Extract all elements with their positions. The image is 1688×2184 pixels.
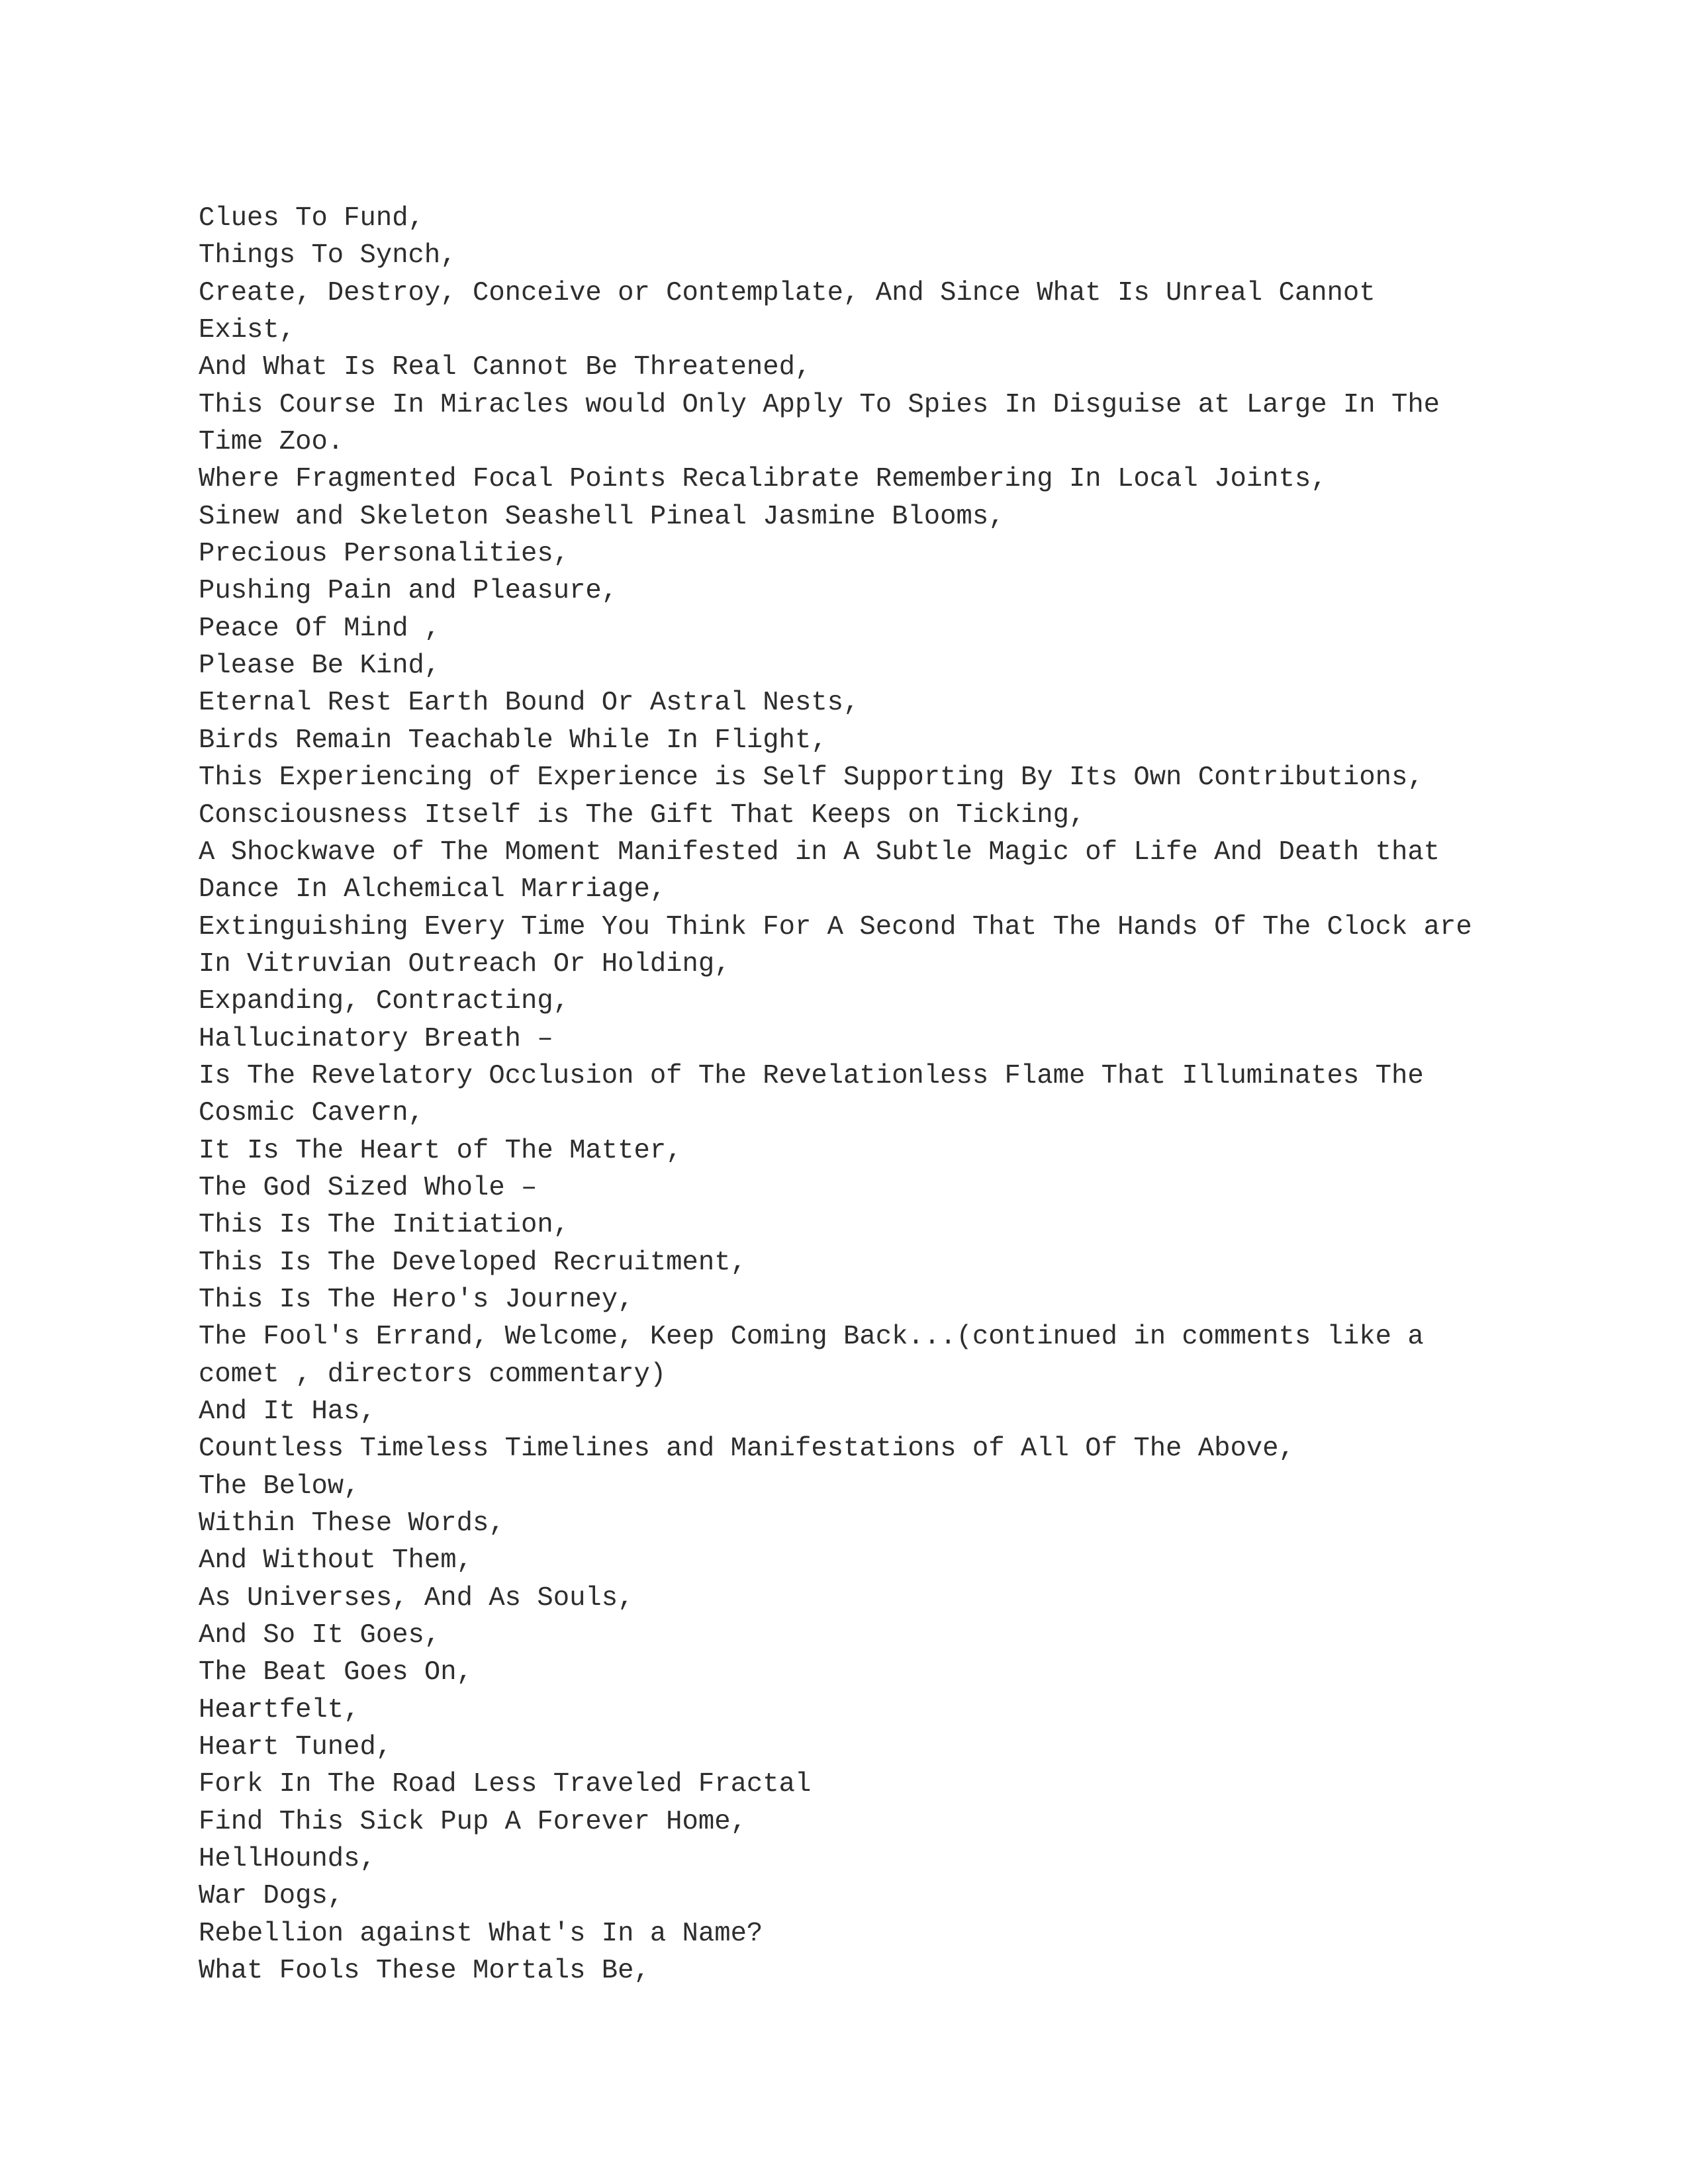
text-line: Fork In The Road Less Traveled Fractal <box>199 1769 812 1800</box>
text-line: Pushing Pain and Pleasure, <box>199 576 618 607</box>
text-line: Heart Tuned, <box>199 1732 393 1763</box>
text-line: Within These Words, <box>199 1508 505 1539</box>
text-line: This Is The Hero's Journey, <box>199 1284 634 1315</box>
text-line: Countless Timeless Timelines and Manifestations of All Of The Above, <box>199 1433 1295 1465</box>
text-line: Things To Synch, <box>199 240 457 271</box>
text-line: As Universes, And As Souls, <box>199 1582 634 1614</box>
text-line: In Vitruvian Outreach Or Holding, <box>199 948 731 979</box>
text-line: War Dogs, <box>199 1881 344 1912</box>
text-line: Cosmic Cavern, <box>199 1098 424 1129</box>
text-line: Exist, <box>199 315 296 346</box>
text-line: Sinew and Skeleton Seashell Pineal Jasmine Blooms, <box>199 501 1005 532</box>
text-line: Birds Remain Teachable While In Flight, <box>199 725 827 756</box>
text-line: And So It Goes, <box>199 1620 441 1651</box>
text-line: And It Has, <box>199 1396 376 1427</box>
text-line: Is The Revelatory Occlusion of The Revelationless Flame That Illuminates The <box>199 1060 1424 1091</box>
text-line: Create, Destroy, Conceive or Contemplate, And Since What Is Unreal Cannot <box>199 277 1376 308</box>
text-line: Where Fragmented Focal Points Recalibrate Remembering In Local Joints, <box>199 464 1327 495</box>
text-line: Precious Personalities, <box>199 539 570 570</box>
text-line: Clues To Fund, <box>199 203 424 234</box>
text-line: The Beat Goes On, <box>199 1657 473 1688</box>
text-line: Please Be Kind, <box>199 651 441 682</box>
text-line: Extinguishing Every Time You Think For A Second That The Hands Of The Clock are <box>199 911 1472 942</box>
text-line: And What Is Real Cannot Be Threatened, <box>199 352 812 383</box>
text-line: This Experiencing of Experience is Self Supporting By Its Own Contributions, <box>199 762 1424 794</box>
text-line: Dance In Alchemical Marriage, <box>199 874 667 905</box>
text-line: The God Sized Whole – <box>199 1172 538 1203</box>
text-line: Time Zoo. <box>199 427 344 458</box>
text-line: Hallucinatory Breath – <box>199 1023 553 1054</box>
text-line: What Fools These Mortals Be, <box>199 1956 650 1987</box>
text-line: HellHounds, <box>199 1844 376 1875</box>
text-line: Heartfelt, <box>199 1694 360 1725</box>
text-line: Consciousness Itself is The Gift That Keeps on Ticking, <box>199 799 1086 831</box>
text-line: comet , directors commentary) <box>199 1359 667 1390</box>
text-line: This Is The Developed Recruitment, <box>199 1247 747 1278</box>
document-text-body <box>199 200 1491 1990</box>
text-line: Expanding, Contracting, <box>199 986 570 1017</box>
text-line: This Is The Initiation, <box>199 1210 570 1241</box>
text-line: The Below, <box>199 1471 360 1502</box>
text-line: Find This Sick Pup A Forever Home, <box>199 1806 747 1837</box>
text-line: Eternal Rest Earth Bound Or Astral Nests, <box>199 688 860 719</box>
text-line: The Fool's Errand, Welcome, Keep Coming Back...(continued in comments like a <box>199 1322 1424 1353</box>
text-line: Peace Of Mind , <box>199 613 441 644</box>
text-line: It Is The Heart of The Matter, <box>199 1135 682 1166</box>
text-line: Rebellion against What's In a Name? <box>199 1918 763 1949</box>
text-line: And Without Them, <box>199 1545 473 1576</box>
text-line: This Course In Miracles would Only Apply To Spies In Disguise at Large In The <box>199 389 1440 420</box>
text-line: A Shockwave of The Moment Manifested in A Subtle Magic of Life And Death that <box>199 837 1440 868</box>
